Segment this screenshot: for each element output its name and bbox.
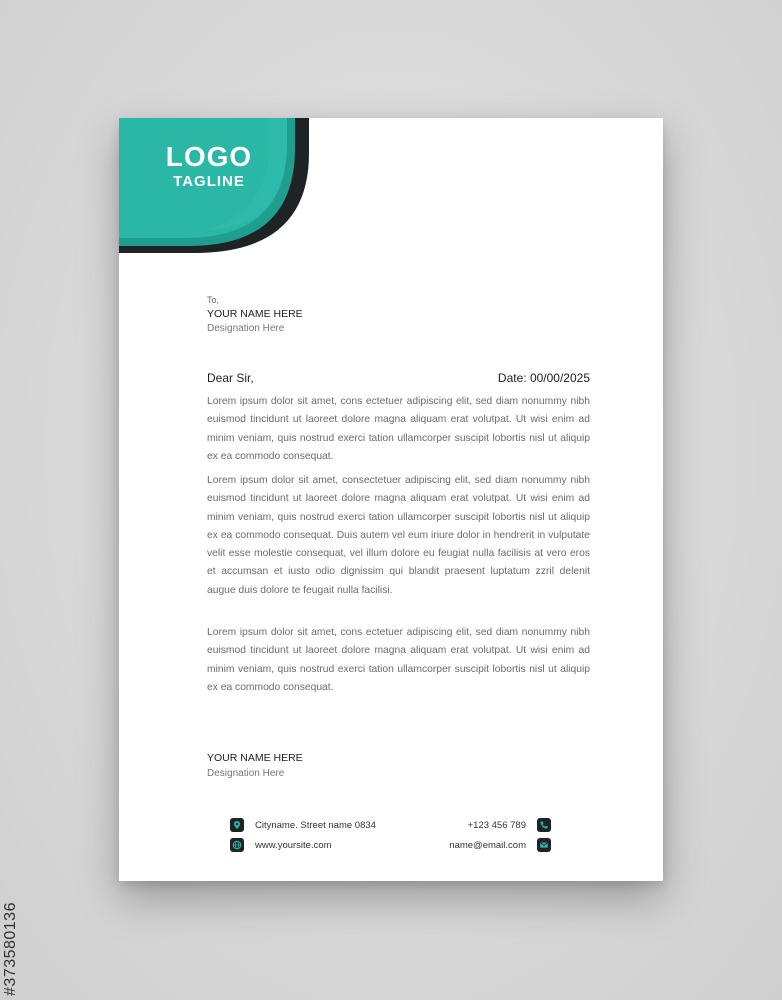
phone-text: +123 456 789: [467, 819, 526, 831]
recipient-designation: Designation Here: [207, 323, 285, 334]
body-paragraph-1: Lorem ipsum dolor sit amet, cons ectetuer adipiscing elit, sed diam nonummy nibh euismod tincidunt ut laoreet dolore magna aliquam erat volutpat. Ut wisi enim ad minim veniam, quis nostrud exerci tation ullamcorper suscipit lobortis nisl ut aliquip ex ea commodo consequat.: [207, 396, 590, 462]
address-text: Cityname. Street name 0834: [255, 819, 376, 831]
greeting: Dear Sir,: [207, 371, 254, 385]
contact-website: [230, 838, 332, 852]
email-icon: [537, 838, 551, 852]
logo-text: LOGO: [165, 141, 253, 172]
location-icon: [230, 818, 244, 832]
letter-date: Date: 00/00/2025: [497, 371, 590, 385]
contact-email: [449, 838, 551, 852]
signature-name: YOUR NAME HERE: [207, 752, 303, 764]
signature-block: [207, 752, 303, 779]
recipient-block: [207, 295, 303, 334]
website-text[interactable]: www.yoursite.com: [255, 839, 332, 851]
email-text[interactable]: name@email.com: [449, 839, 526, 851]
recipient-name: YOUR NAME HERE: [207, 308, 303, 320]
body-paragraph-2: Lorem ipsum dolor sit amet, consectetuer adipiscing elit, sed diam nonummy nibh euismod tincidunt ut laoreet dolore magna aliquam erat volutpat. Ut wisi enim ad minim veniam, quis nostrud exerci tation ullamcorper suscipit lobortis nisl ut aliquip ex ea commodo consequat. Duis autem vel eum iriure dolor in hendrerit in vulputate velit esse molestie consequat, vel illum dolore eu feugiat nulla facilisis at vero eros et accumsan et iusto odio dignissim qui blandit praesent luptatum zzril delenit augue duis dolore te feugait nulla facilisi.: [207, 475, 590, 596]
contact-phone: [468, 818, 551, 832]
stock-id: #373580136: [2, 902, 19, 996]
logo-tagline: TAGLINE: [173, 173, 245, 190]
phone-icon: [537, 818, 551, 832]
letterhead-page: [119, 118, 663, 881]
signature-designation: Designation Here: [207, 768, 285, 779]
globe-icon: [230, 838, 244, 852]
contact-address: [230, 818, 376, 832]
to-label: To,: [207, 295, 220, 305]
body-paragraph-3: Lorem ipsum dolor sit amet, cons ectetuer adipiscing elit, sed diam nonummy nibh euismod tincidunt ut laoreet dolore magna aliquam erat volutpat. Ut wisi enim ad minim veniam, quis nostrud exerci tation ullamcorper suscipit lobortis nisl ut aliquip ex ea commodo consequat.: [207, 627, 590, 693]
